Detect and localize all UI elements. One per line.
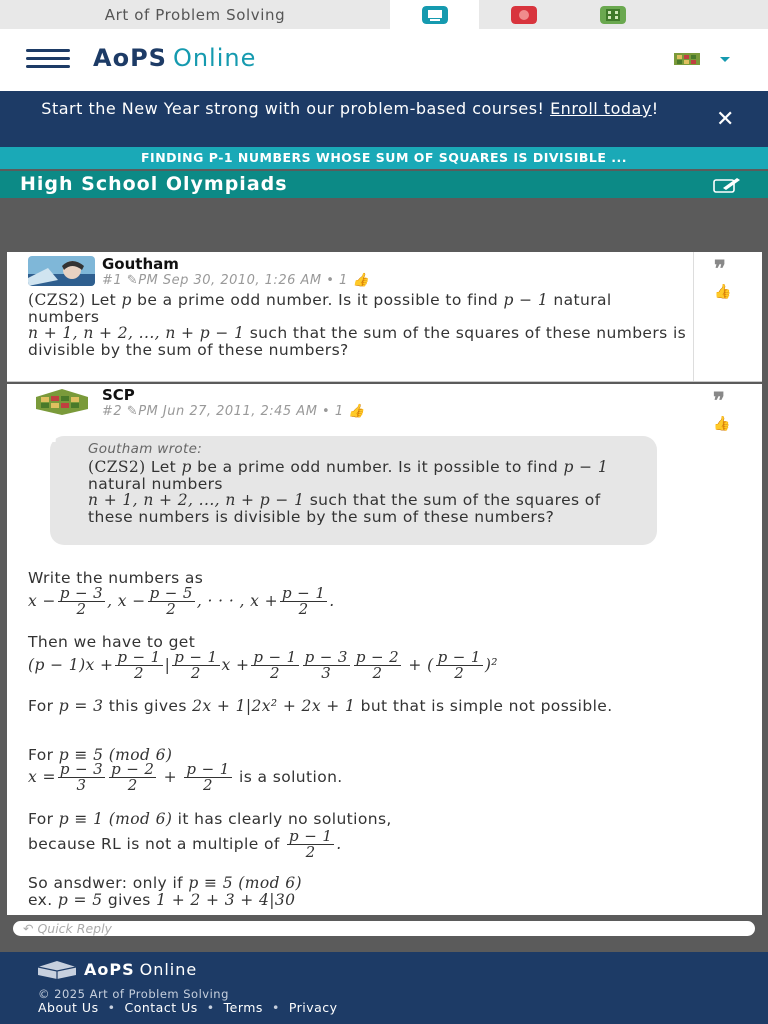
logo-main: AoPS xyxy=(93,44,167,72)
logo-sub: Online xyxy=(172,44,257,72)
quote-author: Goutham wrote: xyxy=(88,441,203,457)
post-text: Write the numbers as xyxy=(28,569,204,587)
post-meta: #2 ✎PM Jun 27, 2011, 2:45 AM • 1 👍 xyxy=(102,404,365,419)
aops-cube-icon xyxy=(38,961,76,979)
footer xyxy=(0,952,768,1024)
thumbs-up-icon: 👍 xyxy=(347,273,370,288)
banner-text: Start the New Year strong with our problem-based courses! Enroll today! xyxy=(41,99,659,118)
thumbs-up-icon: 👍 xyxy=(343,404,365,419)
contact-us-link[interactable]: Contact Us xyxy=(124,1000,198,1015)
site-switcher-bar xyxy=(0,0,768,29)
avatar[interactable] xyxy=(36,389,88,415)
promo-banner xyxy=(0,91,768,147)
quick-reply-input[interactable]: ↶ Quick Reply xyxy=(13,921,755,936)
post-text: So ansdwer: only if p ≡ 5 (mod 6) ex. p = 5 gives 1 + 2 + 3 + 4|30 xyxy=(28,874,302,909)
user-avatar-icon xyxy=(674,51,700,67)
post-text: Then we have to get xyxy=(28,633,196,651)
post-text: For p ≡ 5 (mod 6) xyxy=(28,746,173,764)
terms-link[interactable]: Terms xyxy=(223,1000,263,1015)
post-text: For p ≡ 1 (mod 6) it has clearly no solutions, xyxy=(28,810,392,828)
footer-logo[interactable]: AoPS Online xyxy=(38,960,197,979)
about-us-link[interactable]: About Us xyxy=(38,1000,99,1015)
post-text: because RL is not a multiple of $\frac{p - 1}{2}$ . xyxy=(28,827,342,861)
new-topic-icon[interactable] xyxy=(713,177,741,193)
enroll-link[interactable]: Enroll today xyxy=(550,99,652,118)
post-body: (CZS2) Let p be a prime odd number. Is it possible to find p − 1 natural numbers n + 1, n + 2, ..., n + p − 1 such that the sum of the squares of these numbers is divisible by the sum of these numbers? xyxy=(28,291,687,359)
post-author[interactable]: SCP xyxy=(102,386,135,404)
like-icon[interactable]: 👍 xyxy=(714,284,732,300)
post-actions xyxy=(693,384,762,915)
chevron-down-icon xyxy=(720,57,730,62)
forum-title[interactable]: High School Olympiads xyxy=(20,173,288,195)
post-actions xyxy=(693,252,762,381)
quote-text: (CZS2) Let p be a prime odd number. Is it possible to find p − 1 natural numbers n + 1, n + 2, ..., n + p − 1 such that the sum of the squares of these numbers is divisible by the sum of these numbers? xyxy=(88,458,609,526)
beast-academy-icon xyxy=(511,6,537,24)
site-brand-link[interactable]: Art of Problem Solving xyxy=(104,5,286,24)
aops-online-logo[interactable] xyxy=(93,44,256,72)
footer-links: About Us • Contact Us • Terms • Privacy xyxy=(38,1000,338,1015)
tab-aops-academy[interactable] xyxy=(568,0,657,29)
quote-icon[interactable]: ❞ xyxy=(714,256,726,282)
post-meta: #1 ✎PM Sep 30, 2010, 1:26 AM • 1 👍 xyxy=(102,273,370,288)
main-header xyxy=(0,29,768,91)
math-sequence: x − $\frac{p - 3}{2}$ , x − $\frac{p - 5}{2}$ , · · · , x + $\frac{p - 1}{2}$ . xyxy=(28,584,335,618)
tab-aops-online[interactable] xyxy=(390,0,479,29)
quote-icon[interactable]: ❞ xyxy=(713,388,725,414)
post-author[interactable]: Goutham xyxy=(102,255,179,273)
tab-beast-academy[interactable] xyxy=(479,0,568,29)
math-condition: (p − 1)x + $\frac{p - 1}{2}$ | $\frac{p - 1}{2}$ x + $\frac{p - 1}{2}$ $\frac{p - 3}{3}$ $\frac{p - 2}{2}$ + ( $\frac{p - 1}{2}$ )² xyxy=(28,648,498,682)
privacy-link[interactable]: Privacy xyxy=(288,1000,338,1015)
post-text: For p = 3 this gives 2x + 1|2x² + 2x + 1 but that is simple not possible. xyxy=(28,697,613,715)
forum-bar xyxy=(0,171,768,198)
post xyxy=(7,384,762,915)
quote-mark-icon: “ xyxy=(36,420,63,474)
like-icon[interactable]: 👍 xyxy=(713,416,731,432)
close-icon[interactable]: ✕ xyxy=(716,107,735,132)
math-solution: x = $\frac{p - 3}{3}$ $\frac{p - 2}{2}$ + $\frac{p - 1}{2}$ is a solution. xyxy=(28,760,343,794)
topic-title: FINDING P-1 NUMBERS WHOSE SUM OF SQUARES IS DIVISIBLE ... xyxy=(0,147,768,169)
post xyxy=(7,252,762,382)
quote-block xyxy=(36,420,657,545)
avatar[interactable] xyxy=(28,256,95,286)
aops-academy-icon xyxy=(600,6,626,24)
aops-online-icon xyxy=(422,6,448,24)
copyright: © 2025 Art of Problem Solving xyxy=(38,987,229,1001)
hamburger-menu-icon[interactable] xyxy=(26,49,70,69)
user-menu[interactable] xyxy=(674,51,730,67)
